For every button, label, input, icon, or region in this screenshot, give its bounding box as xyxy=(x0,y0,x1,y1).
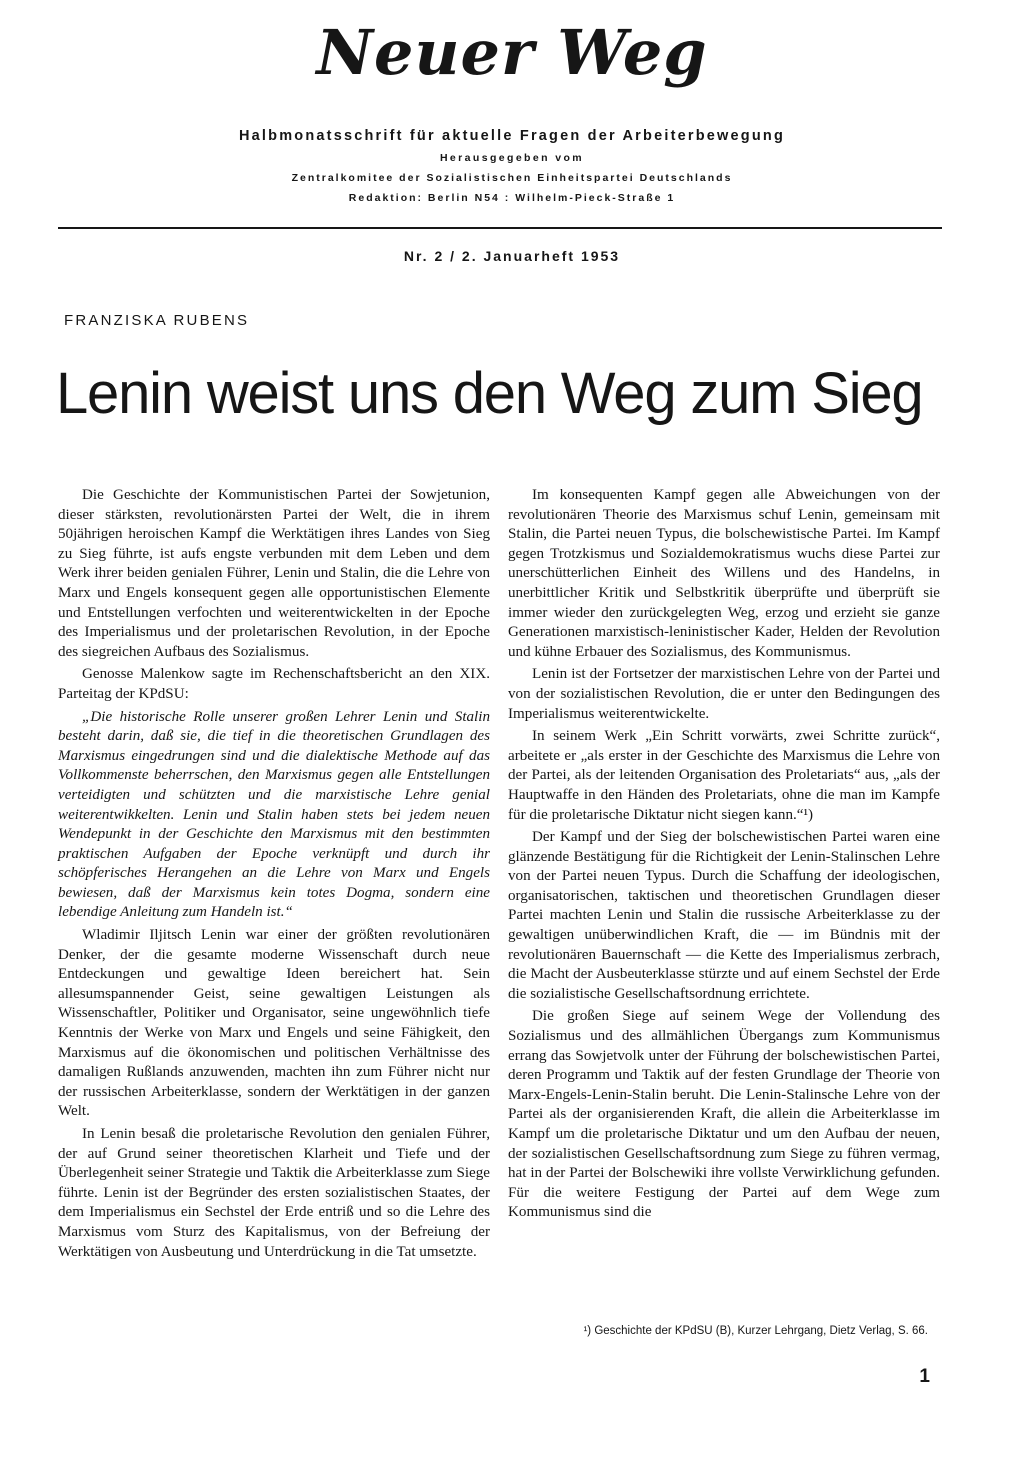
left-column xyxy=(58,486,490,1265)
paragraph: In Lenin besaß die proletarische Revolution den genialen Führer, der auf Grund seiner theoretischen Klarheit und Tiefe und der Überlegenheit seiner Strategie und Taktik die Arbeiterklasse zum Siege führte. Lenin ist der Begründer des ersten sozialistischen Staates, der dem Imperialismus ein Sechstel der Erde entriß und so die Lehre des Marxismus vom Sturz des Kapitalismus, von der Befreiung der Werktätigen von Ausbeutung und Unterdrückung in die Tat umsetzte. xyxy=(58,1126,490,1260)
quote-paragraph: „Die historische Rolle unserer großen Lehrer Lenin und Stalin besteht darin, daß sie, die tief in die theoretischen Grundlagen des Marxismus eingedrungen sind und die dialektische Methode auf das Vollkommenste beherrschen, den Marxismus gegen alle Entstellungen verteidigten und schützten und die marxistische Lehre genial weiterentwikkelten. Lenin und Stalin haben stets bei jedem neuen Wendepunkt in der Geschichte den Marxismus mit den bestimmten praktischen Aufgaben der Epoche verknüpft und durch ihr schöpferisches Herangehen an die Lehre von Marx und Engels bewiesen, daß der Marxismus kein totes Dogma, sondern eine lebendige Anleitung zum Handeln ist.“ xyxy=(58,708,490,921)
issue-number: Nr. 2 / 2. Januarheft 1953 xyxy=(403,248,621,264)
paragraph: Wladimir Iljitsch Lenin war einer der größten revolutionären Denker, der die gesamte moderne Wissenschaft durch neue Entdeckungen und gewaltige Ideen bereichert hat. Sein allesumspannender Geist, seine gewaltigen Leistungen als Wissenschaftler, Politiker und Organisator, seine ungewöhnlich tiefe Kenntnis der Werke von Marx und Engels und seine Fähigkeit, den Marxismus auf die ökonomischen und politischen Verhältnisse des damaligen Rußlands anzuwenden, machten ihn zum Führer nicht nur der russischen Arbeiterklasse, sondern der Werktätigen in der ganzen Welt. xyxy=(58,927,490,1120)
page-number: 1 xyxy=(919,1366,930,1387)
paragraph: In seinem Werk „Ein Schritt vorwärts, zwei Schritte zurück“, arbeitete er „als erster in der Geschichte des Marxismus die Lehre von der Partei, als der leitenden Organisation des Proletariats“ aus, „als der Hauptwaffe in den Händen des Proletariats, ohne die man im Kampfe für die proletarische Diktatur nicht siegen kann.“¹) xyxy=(508,728,940,823)
publication-subtitle: Halbmonatsschrift für aktuelle Fragen der Arbeiterbewegung xyxy=(238,128,786,144)
publisher-line: Herausgegeben vom xyxy=(439,152,585,164)
article-author: FRANZISKA RUBENS xyxy=(64,312,250,329)
right-column xyxy=(508,486,940,1226)
paragraph: Der Kampf und der Sieg der bolschewistischen Partei waren eine glänzende Bestätigung für die Richtigkeit der Lenin-Stalinschen Lehre von der Partei neuen Typus. Durch die Schaffung der ideologischen, organisatorischen, taktischen und theoretischen Grundlagen dieser Partei machten Lenin und Stalin die russische Arbeiterklasse zu der gewaltigen unüberwindlichen Kraft, die — im Bündnis mit der revolutionären Bauernschaft — die Kette des Imperialismus zerbrach, die Macht der Ausbeuterklasse stürzte und auf einem Sechstel der Erde die sozialistische Gesellschaftsordnung errichtete. xyxy=(508,829,940,1002)
editorial-address: Redaktion: Berlin N54 : Wilhelm-Pieck-Straße 1 xyxy=(348,192,676,204)
header-divider xyxy=(58,227,942,229)
masthead-logo: Neuer Weg xyxy=(316,16,708,89)
footnote: ¹) Geschichte der KPdSU (B), Kurzer Lehrgang, Dietz Verlag, S. 66. xyxy=(583,1325,928,1337)
paragraph: Genosse Malenkow sagte im Rechenschaftsbericht an den XIX. Parteitag der KPdSU: xyxy=(58,666,490,702)
publisher-committee: Zentralkomitee der Sozialistischen Einheitspartei Deutschlands xyxy=(291,172,733,184)
article-headline: Lenin weist uns den Weg zum Sieg xyxy=(56,361,923,426)
paragraph: Die großen Siege auf seinem Wege der Vollendung des Sozialismus und des allmählichen Übergangs zum Kommunismus errang das Sowjetvolk unter der Führung der bolschewistischen Partei, deren Programm und Taktik auf der festen Grundlage der Theorie von Marx-Engels-Lenin-Stalin beruht. Die Lenin-Stalinsche Lehre von der Partei als der organisierenden Kraft, die allein die Arbeiterklasse im Kampf um die proletarische Diktatur und um den Aufbau der neuen, der sozialistischen Gesellschaftsordnung zum Siege zu führen vermag, hat in der Partei der Bolschewiki ihre vollste Verwirklichung gefunden. Für die weitere Festigung der Partei auf dem Wege zum Kommunismus sind die xyxy=(508,1008,940,1221)
paragraph: Die Geschichte der Kommunistischen Partei der Sowjetunion, dieser stärksten, revolutionärsten Partei der Welt, die in ihrem 50jährigen heroischen Kampf die Werktätigen ihres Landes von Sieg zu Sieg führte, ist aufs engste verbunden mit dem Leben und dem Werk ihrer beiden genialen Führer, Lenin und Stalin, die die Lehre von Marx und Engels konsequent gegen alle opportunistischen Elemente und Entstellungen verfochten und weiterentwickelten in der Epoche des Imperialismus und der proletarischen Revolution, in der Epoche des siegreichen Aufbaus des Sozialismus. xyxy=(58,487,490,660)
paragraph: Im konsequenten Kampf gegen alle Abweichungen von der revolutionären Theorie des Marxismus schuf Lenin, gemeinsam mit Stalin, die Partei neuen Typus, die bolschewistische Partei. Im Kampf gegen Trotzkismus und Sozialdemokratismus wuchs diese Partei zur unerschütterlichen Einheit des Willens und des Handelns, in unerbittlicher Kritik und Selbstkritik überprüfte und überprüft sie immer wieder den zurückgelegten Weg, erzog und erzieht sie ganze Generationen marxistisch-leninistischer Kader, Helden der Revolution und kühne Erbauer des Sozialismus, des Kommunismus. xyxy=(508,487,940,660)
paragraph: Lenin ist der Fortsetzer der marxistischen Lehre von der Partei und von der sozialistischen Revolution, die er unter den Bedingungen des Imperialismus weiterentwickelte. xyxy=(508,666,940,722)
